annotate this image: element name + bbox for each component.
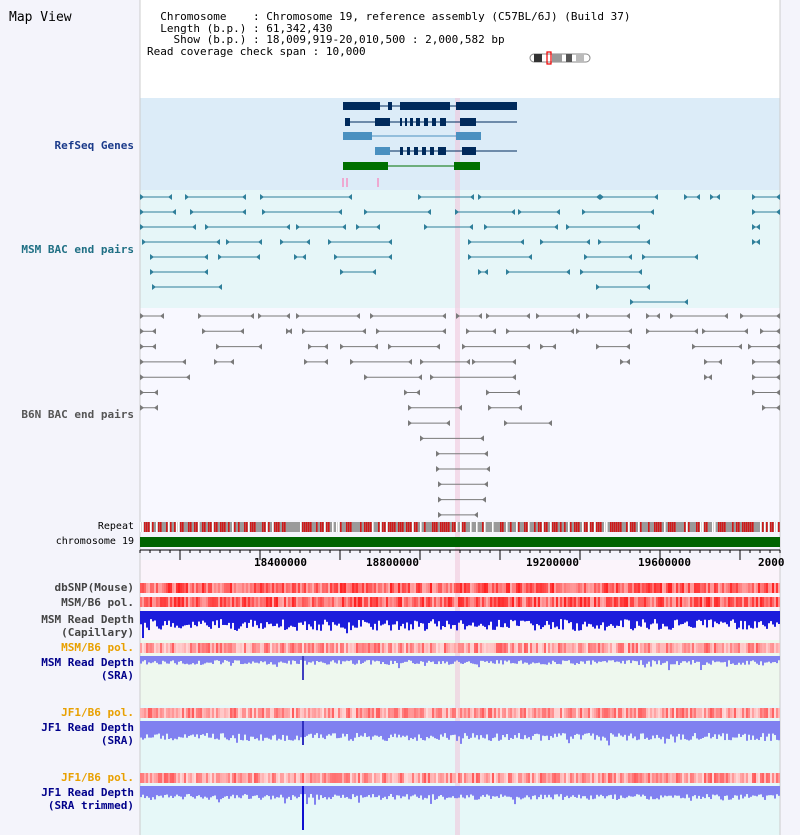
page-title: Map View (9, 10, 72, 25)
repeat-label: Repeat (97, 521, 134, 532)
msm-depth-sra-label: MSM Read Depth (SRA) (41, 656, 134, 682)
axis-tick-label: 18400000 (254, 556, 307, 569)
msm-bac-label: MSM BAC end pairs (21, 243, 134, 256)
jf1-pol-trim-label: JF1/B6 pol. (61, 771, 134, 784)
show-value: 18,009,919-20,010,500 : 2,000,582 bp (266, 33, 505, 46)
dbsnp-label: dbSNP(Mouse) (54, 581, 134, 594)
jf1-depth-trim-label: JF1 Read Depth (SRA trimmed) (41, 786, 134, 812)
axis-tick-label: 18800000 (366, 556, 419, 569)
length-label: Length (b.p.) (160, 21, 247, 35)
dbsnp-heatmap (140, 583, 780, 593)
jf1-depth-sra-label: JF1 Read Depth (SRA) (41, 721, 134, 747)
axis-tick-label: 19600000 (638, 556, 691, 569)
msm-pol-sra-label: MSM/B6 pol. (61, 641, 134, 654)
repeat-track (140, 522, 780, 532)
b6n-bac-label: B6N BAC end pairs (21, 408, 134, 421)
length-value: 61,342,430 (266, 21, 333, 35)
refseq-genes-label: RefSeq Genes (54, 139, 134, 152)
jf1-pol-trim-heatmap (140, 773, 780, 783)
coverage-label: Read coverage check span (147, 44, 306, 58)
chromosome-track-label: chromosome 19 (55, 536, 134, 547)
chromosome-label: Chromosome : (160, 10, 267, 23)
msm-pol-capillary-heatmap (140, 597, 780, 607)
axis-tick-label: 19200000 (526, 556, 579, 569)
chromosome-value: Chromosome 19, reference assembly (C57BL/6J) (Build 37) (266, 10, 631, 23)
chromosome-info: Chromosome : Chromosome 19, reference assembly (C57BL/6J) (Build 37) Length (b.p.) : 61,342,430 Show (b.p.) : 18,009,919-20,010,500 : 2,000,582 bp Read coverage check span : 10,000 (147, 10, 631, 58)
msm-pol-capillary-label: MSM/B6 pol. (61, 596, 134, 609)
jf1-pol-sra-label: JF1/B6 pol. (61, 706, 134, 719)
coverage-value: 10,000 (325, 44, 366, 58)
chromosome-bar (140, 537, 780, 547)
show-label: Show (b.p.) (173, 33, 247, 46)
axis-tick-label: 2000 (758, 556, 785, 569)
jf1-pol-sra-heatmap (140, 708, 780, 718)
msm-depth-capillary-label: MSM Read Depth (Capillary) (41, 613, 134, 639)
msm-pol-sra-heatmap (140, 643, 780, 653)
